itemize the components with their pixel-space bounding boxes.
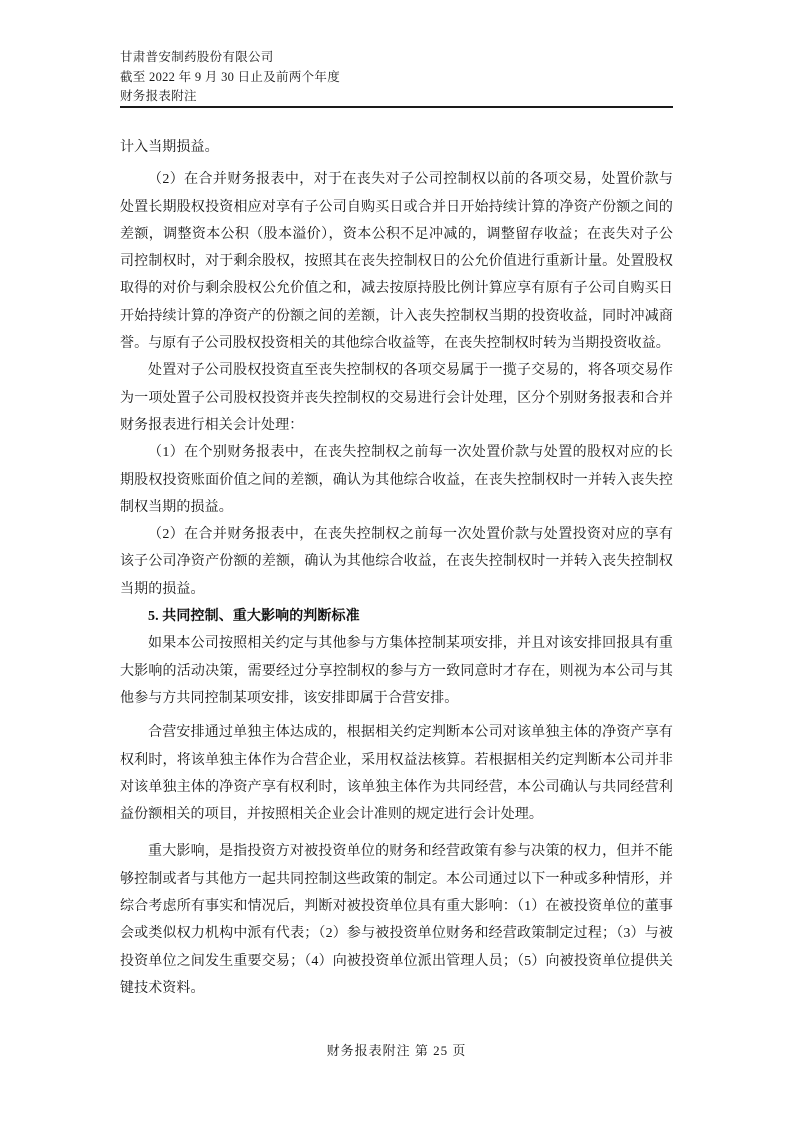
report-period: 截至 2022 年 9 月 30 日止及前两个年度 (120, 69, 341, 84)
company-name: 甘肃普安制药股份有限公司 (120, 50, 274, 64)
body-paragraph: （2）在合并财务报表中，在丧失控制权之前每一次处置价款与处置投资对应的享有该子公司净资产份额的差额，确认为其他综合收益，在丧失控制权时一并转入丧失控制权当期的损益。 (120, 527, 673, 597)
section-heading: 5. 共同控制、重大影响的判断标准 (148, 609, 360, 625)
body-paragraph: 重大影响，是指投资方对被投资单位的财务和经营政策有参与决策的权力，但并不能够控制或者与其他方一起共同控制这些政策的制定。本公司通过以下一种或多种情形，并综合考虑所有事实和情况后，判断对被投资单位具有重大影响：（1）在被投资单位的董事会或类似权力机构中派有代表；（2）参与被投资单位财务和经营政策制定过程；（3）与被投资单位之间发生重要交易；（4）向被投资单位派出管理人员；（5）向被投资单位提供关键技术资料。 (120, 844, 673, 996)
document-title: 财务报表附注 (120, 89, 197, 103)
body-paragraph: 处置对子公司股权投资直至丧失控制权的各项交易属于一揽子交易的，将各项交易作为一项处置子公司股权投资并丧失控制权的交易进行会计处理，区分个别财务报表和合并财务报表进行相关会计处理： (120, 363, 673, 433)
continued-paragraph: 计入当期损益。 (120, 140, 219, 155)
header-divider-rule (120, 106, 673, 108)
document-footer (120, 1040, 673, 1059)
page-number-label: 财务报表附注 第 25 页 (326, 1043, 467, 1058)
body-paragraph: 如果本公司按照相关约定与其他参与方集体控制某项安排，并且对该安排回报具有重大影响的活动决策，需要经过分享控制权的参与方一致同意时才存在，则视为本公司与其他参与方共同控制某项安排，该安排即属于合营安排。 (120, 636, 673, 706)
body-paragraph: （1）在个别财务报表中，在丧失控制权之前每一次处置价款与处置的股权对应的长期股权投资账面价值之间的差额，确认为其他综合收益，在丧失控制权时一并转入丧失控制权当期的损益。 (120, 445, 673, 515)
body-paragraph: （2）在合并财务报表中，对于在丧失对子公司控制权以前的各项交易，处置价款与处置长期股权投资相应对享有子公司自购买日或合并日开始持续计算的净资产份额之间的差额，调整资本公积（股本溢价），资本公积不足冲减的，调整留存收益；在丧失对子公司控制权时，对于剩余股权，按照其在丧失控制权日的公允价值进行重新计量。处置股权取得的对价与剩余股权公允价值之和，减去按原持股比例计算应享有原有子公司自购买日开始持续计算的净资产的份额之间的差额，计入丧失控制权当期的投资收益，同时冲减商誉。与原有子公司股权投资相关的其他综合收益等，在丧失控制权时转为当期投资收益。 (120, 172, 673, 352)
document-header (120, 48, 673, 107)
document-body (120, 134, 673, 1002)
body-paragraph: 合营安排通过单独主体达成的，根据相关约定判断本公司对该单独主体的净资产享有权利时，将该单独主体作为合营企业，采用权益法核算。若根据相关约定判断本公司并非对该单独主体的净资产享有权利时，该单独主体作为共同经营，本公司确认与共同经营利益份额相关的项目，并按照相关企业会计准则的规定进行会计处理。 (120, 725, 673, 823)
